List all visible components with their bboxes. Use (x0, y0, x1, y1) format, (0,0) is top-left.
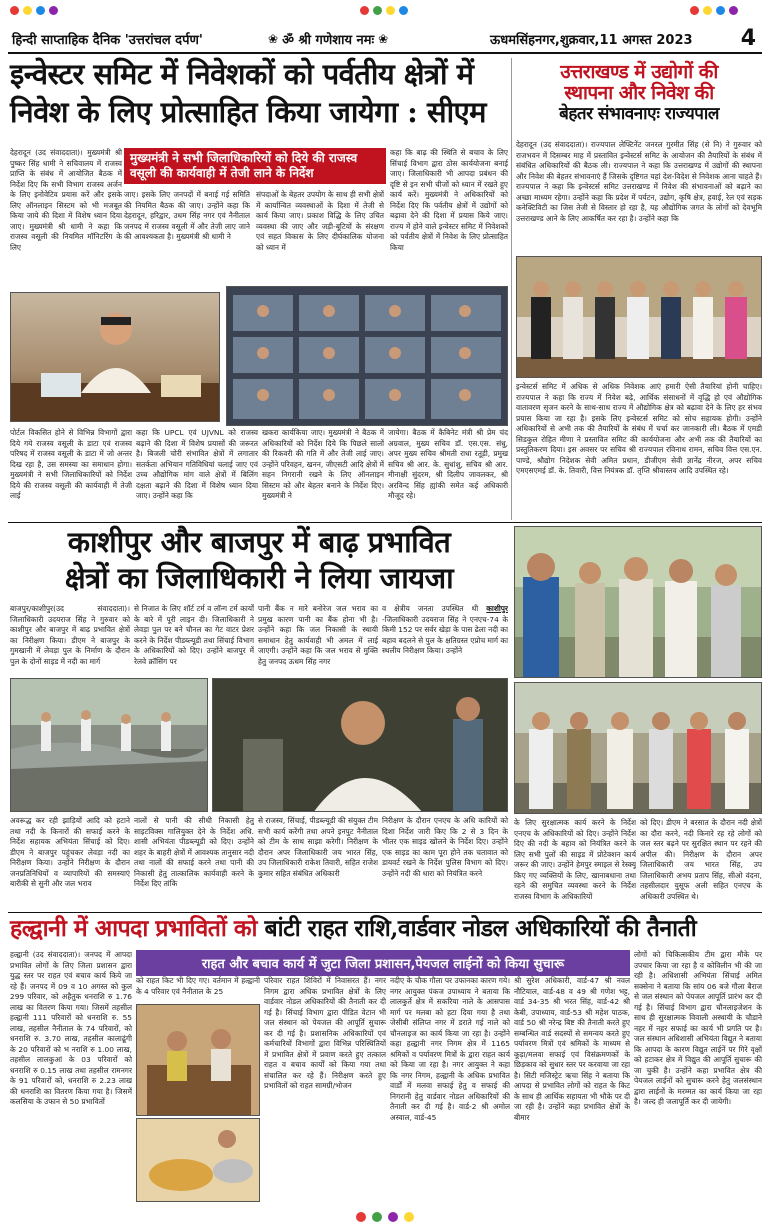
story3-right-col1: के लिए सुरक्षात्मक कार्य करने के निर्देश एनएच के अधिकारियों को दिए। उन्होंने निर्देश दिए की नदी के बहाव को नियंत्रित करने के लिए सभी पुलों की साइड में प्रोटेक्शन कार्य जरूर की जाए। उन्होंने हेमपुर स्माइल से रेस्क्यू किए गए व्यक्तियों के लिए, खानाबधाना तथा रहने की समुचित व्यवस्था करने के निर्देश राजस्व विभाग के अधिकारियों (514, 818, 636, 901)
date-place: ऊधमसिंहनगर,शुक्रवार,11 अगस्त 2023 (490, 33, 693, 48)
photo-relief-kits (136, 1004, 260, 1116)
red-dot (690, 6, 699, 15)
column-divider (511, 58, 512, 520)
story3-headline-line1: काशीपुर और बाजपुर में बाढ़ प्रभावित (67, 525, 451, 559)
story3-lower3: से राजस्व, सिंचाई, पीडब्ल्यूडी की संयुक्त टीम सभी कार्य करेंगी तथा अपने इनपुट नैनीताल को टीम के साथ साझा करेगी। निरीक्षण के दौरान अपर जिलाधिकारी जय भारत सिंह, उप जिलाधिकारी राकेश तिवारी, सहित राजेश कुमार सहित संबंधित अधिकारी (258, 816, 378, 878)
story4-subheadline: राहत और बचाव कार्य में जुटा जिला प्रशासन,पेयजल लाईनों को किया सुचारू (136, 950, 630, 976)
invocation-line (268, 30, 388, 48)
yellow-dot (703, 6, 712, 15)
story1-lower-col4: जायेगा। बैठक में कैबिनेट मंत्री श्री प्रेम चंद अग्रवाल, मुख्य सचिव डॉ. एस.एस. संधु, अपर मुख्य सचिव श्रीमती राधा रतूड़ी, प्रमुख सचिव श्री आर. के. सुधांशु, सचिव श्री आर. मीनाक्षी सुंदरम, श्री दिलीप जावलकर, श्री अरविन्द सिंह ह्यांकी समेत कई अधिकारी मौजूद रहे। (388, 428, 508, 501)
ganesha-icon: ❀ (268, 32, 279, 46)
story1-col3-text: संपदाओं के बेहतर उपयोग के साथ ही सभी क्षेत्रों में कार्यान्वित व्यवस्थाओं के दिशा में तेजी से कार्य किया जाए। प्रकाश विद्धि के लिए उचित व्यवस्था की जाए और जड़ी-बूटियों के संरक्षण एवं सहत विकास के लिए दीर्घकालिक योजना को ध्यान में (256, 190, 384, 252)
blue-dot (399, 6, 408, 15)
photo-chief-minister-at-desk (10, 292, 220, 422)
photo-video-conference (226, 286, 508, 426)
red-dot (10, 6, 19, 15)
officials-flood-site-icon (515, 527, 762, 678)
story4-col5: श्री सुरेश अधिकारी, वार्ड-47 श्री नवल नौटियाल, वार्ड-48 व 49 श्री गणेश भट्ट, वार्ड 34-35 श्री भरत सिंह, वार्ड-42 श्री केबी, उपाध्याय, वार्ड-53 श्री महेश पाठक, वार्ड 50 श्री नरेन्द्र बिष्ट की तैनाती करते हुए सम्बन्धित वार्ड सदस्यों से समन्वय करते हुए पर्यावरण मित्रों एवं श्रमिकों के माध्यम से कूड़ा/मलवा सफाई एवं विसंक्रमणकों के छिड़काव को सुधार स्तर पर करवाया जा रहा है। सिटी मजिस्ट्रेट ऋचा सिंह ने बताया कि आपदा से प्रभावित लोगों को राहत के किट के साथ ही आर्थिक सहायता भी भौके पर दी जा रही है। उन्होंने कहा प्रभावित क्षेत्रों के बीमार (514, 976, 630, 1122)
color-registration-dots-right (690, 6, 738, 15)
story4-col4: नदीए के चौक गौला पर उफानका कारण गये। नगर आयुक्त पंकज उपाध्याय ने बताया कि लालकुर्ते क्षेत्र में सकरिया नाले के आसपास मार्ग पर मलबा को हटा दिया गया है तथा जेसीबी संलिप्त नगर में डराते गई नाले को चौनलाइज का कार्य किया जा रहा है। उन्होंने कहा हल्द्वानी नगर निगम क्षेत्र में 1165 श्रमिकों व पर्यावरण मित्रों के द्वारा राहत कार्य को किया जा रहा है। नगर आयुक्त ने कहा कि नगर निगम, हल्द्वानी के अधिक प्रभावित वार्डों में मलवा सफाई हेतु व सफाई की निगरानी हेतु वार्डवार नोडल अधिकारियों की तैनाती कर दी गई है। वार्ड-2 श्री अमोल अस्वाल, वार्ड-45 (390, 976, 510, 1122)
section-rule (8, 522, 762, 523)
story4-headline (10, 916, 762, 942)
story4-col6: लोगों को चिकित्सकीय टीम द्वारा मौके पर उपचार किया जा रहा है व कोविलीन भी की जा रही है। अधिशासी अभियंता सिंचाई अमित सक्सेना ने बताया कि सांय 06 बजे गौला बैराज से जल संस्थान को पेयजल आपूर्ति प्रारंभ कर दी गई है। सिंचाई विभाग द्वारा चौनलाइजेशन के साथ ही सुरक्षात्मक विवाली अस्थायी के चौडाने नहर में नहर सफाई का कार्य भी प्रगति पर है। जल संस्थान अधिशासी अभियंता विद्युत ने बताया कि आपदा के कारण विद्युत लाईनें पर गिरे वृक्षों को हटाकर क्षेत्र में विद्युत की आपूर्ति सुचारू की जा चुकी है। उन्होंने कहा प्रभावित क्षेत्र की पेयजल लाईनों को सुचारू करने हेतु जलसंस्थान द्वारा लाईनों के मरम्मत का कार्य किया जा रहा है। जल्द ही जलापूर्ति कर दी जायेगी। (634, 950, 762, 1107)
story2-headline-line3: बेहतर संभावनाएः राज्यपाल (559, 103, 719, 124)
photo-officials-flood-site (514, 526, 762, 678)
blue-dot (36, 6, 45, 15)
story3-right-col2: को दिए। डीएम ने बरसात के दौरान नदी क्षेत्रों का दौरा करने, नदी किनारे रह रहे लोगों को जल स्तर बढ़ने पर सुरक्षित स्थान पर रहने की अपील की। निरीक्षण के दौरान अपर जिलाधिकारी जय भारत सिंह, उप जिलाधिकारी अभय प्रताप सिंह, सीओ वंदना, तहसीलदार युसूफ अली सहित एनएच के अधिकारी उपस्थित थे। (640, 818, 762, 901)
photo-flood-inspection-river (10, 678, 208, 812)
photo-dm-inspecting-night (212, 678, 508, 812)
red-dot (356, 1212, 366, 1222)
story1-col1-text: देहरादून (उद संवाददाता)। मुख्यमंत्री श्री पुष्कर सिंह धामी ने सचिवालय में राजस्व प्राप्ति के संबंध में आयोजित बैठक में निर्देश दिए कि सभी विभाग राजस्व अर्जन के लिए इनोवेटिव प्रयास करें और इसके लिए ऑनलाइन सिस्टम को भी मजबूत किया जाये की दिशा में विशेष ध्यान दिया जाए। मुख्यमंत्री श्री धामी ने कहा कि राजस्व वसूली की नियमित मॉनिटरिंग के लिए (10, 148, 122, 252)
footer-registration-marks (0, 1212, 770, 1222)
story3-col4-b: -जिलाधिकारी उदयराज सिंह ने एनएच-74 के किमी 152 पर सर्वर खेड़ा के पास ढेला नदी का बहाव बदलने से पुल के क्षतिग्रस्त एप्रोच मार्ग का स्थलीय निरीक्षण किया। उन्होंने (382, 614, 508, 656)
photo-food-serving (136, 1118, 260, 1202)
story3-col1: बाजपुर/काशीपुर(उद संवाददाता)। जिलाधिकारी उदयराज सिंह ने गुरुवार को काशीपुर और बाजपुर में बाढ़ प्रभावित क्षेत्रों का निरीक्षण किया। डीएम ने बाजपुर के गुमखानी में लेवड़ा पुल के निर्माण के दौरान पुल के दोनों साइड में नदी का मार्ग (10, 604, 130, 666)
story1-headline-line2: निवेश के लिए प्रोत्साहित किया जायेगा : सीएम (10, 95, 486, 130)
story1-headline-line1: इन्वेस्टर समिट में निवेशकों को पर्वतीय क्षेत्रों में (10, 57, 474, 91)
story2-text-top: देहरादून (उद संवाददाता)। राज्यपाल लेफ्टिनेंट जनरल गुरमीत सिंह (से नि) ने गुरुवार को राजभवन में दिसम्बर माह में प्रस्तावित इन्वेस्टर्स समिट के आयोजन की तैयारियों के संबंध में संबंधित अधिकारियों की बैठक ली। राज्यपाल ने कहा कि उत्तराखण्ड में उद्योगों की स्थापना और निवेश की बेहतर संभावनाएं हैं जिसके दृष्टिगत यहां देश-विदेश से निवेशक आना चाहते हैं। राज्यपाल ने कहा कि इन्वेस्टर्स समिट उत्तराखण्ड में निवेश की संभावनाओं को बढ़ाने का अच्छा माध्यम रहेगा। उन्होंने कहा कि प्रदेश में पर्यटन, उद्योग, कृषि क्षेत्र, हवाई, रेल एवं सड़क कनेक्टिविटी का जिस तेजी से विस्तार हो रहा है, यह औद्योगिक जगत के लोगों को देवभूमि उत्तराखण्ड आने के लिए आकर्षित कर रहा है। उन्होंने कहा कि (516, 140, 762, 223)
story1-col1-lower: पोर्टल विकसित होने से विभिन्न विभागों द्वारा दिये गये राजस्व वसूली के डाटा एवं राजस्व परिषद में राजस्व वसूली के डाटा में जो अन्तर दिख रहा है, उस समस्या का समाधान होगा। मुख्यमंत्री ने सभी जिलाधिकारियों को निर्देश दिये की राजस्व वसूली की कार्यवाही में तेजी लाई (10, 428, 132, 501)
story1-subheadline: मुख्यमंत्री ने सभी जिलाधिकारियों को दिये की राजस्व वसूली की कार्यवाही में तेजी लाने के निर्देश (124, 148, 386, 184)
invocation-text: ॐ श्री गणेशाय नमः (282, 33, 375, 48)
photo-governor-meeting (516, 256, 762, 378)
purple-dot (388, 1212, 398, 1222)
food-serving-icon (137, 1119, 260, 1202)
photo-officials-roadside (514, 682, 762, 814)
story1-col2-text: जाए। इसके लिए जनपदों में बनाई गई समिति की नियमित बैठक की जाए। उन्होंने कहा कि देहरादून, हरिद्वार, उधम सिंह नगर एवं नैनीताल जनपद में राजस्व वसूली में और तेजी लाए जाने की आवश्यकता है। मुख्यमंत्री श्री धामी ने (124, 190, 250, 242)
video-conference-grid-icon (227, 287, 508, 426)
story4-headline-part2: बांटी राहत राशि,वार्डवार नोडल अधिकारियों की तैनाती (264, 915, 697, 942)
green-dot (373, 6, 382, 15)
purple-dot (729, 6, 738, 15)
dm-inspection-icon (213, 679, 508, 812)
section-rule (8, 912, 762, 913)
story4-col1: हल्द्वानी (उद संवाददाता)। जनपद में आपदा प्रभावित लोगों के लिए जिला प्रशासन द्वारा युद्ध स्तर पर राहत एवं बचाव कार्य किये जा रहे हैं। जनपद में 09 व 10 अगस्त को कुल 299 परिवार, को अहैतुक धनराशि रु 1.76 लाख का वितरण किया गया। जिसमें तहसील हल्द्वानी 111 परिवारों को धनराशि रु. 55 लाख, तहसील नैनीताल के 74 परिवारों, को धनराशि रु. 3.70 लाख, तहसील कालाढूंगी के 20 परिवारों को भ नराशि रु 1.00 लाख, तहसील लालकुआं के 03 परिवारों को धनराशि रु 0.15 लाख तथा तहसील रामनगर के 91 परिवारों को, धनराशि रु 2.23 लाख की धनराशि का वितरण किया गया है। जिसमें कलसिया के उफान से 50 प्रभावितों (10, 950, 132, 1107)
story1-col4-text: कहा कि बाढ़ की स्थिति से बचाव के लिए सिंचाई विभाग द्वारा ठोस कार्ययोजना बनाई जाए। जिलाधिकारी भी आपदा प्रबंधन की दृष्टि से इन सभी चीजों को ध्यान में रखते हुए कार्य करें। मुख्यमंत्री ने अधिकारियों को निर्देश दिए कि पर्वतीय क्षेत्रों में उद्योगों को बढ़ावा देने की दिशा में प्रयास किये जाए। राज्य में होने वाले इन्वेस्टर समिट में निवेशकों को पर्वतीय क्षेत्रों में निवेश के लिए प्रोत्साहित किया (390, 148, 508, 252)
governor-meeting-group-icon (517, 257, 762, 378)
story1-lower-col2: कहा कि UPCL एवं UJVNL को राजस्व बढ़ाने की दिशा में विशेष प्रयासों की जरूरत है। बिजली चोरी संभावित क्षेत्रों में लगातार सतर्कता अभियान गतिविधियां चलाई जाए एवं उच्च औद्योगिक मांग वाले क्षेत्रों में बिलिंग दक्षता बढ़ाने की दिशा में विशेष ध्यान दिया जाए। उन्होंने कहा कि (136, 428, 258, 501)
story3-col3: पानी बैंक न मारे बनोरेज जल भराव का प्रमुख कारण पानी का बैंक होना भी है। उन्होंने कहा कि जल निकासी के स्थायी समाधान हेतु कार्यवाही भी अमल में लाई जाएगी। उन्होंने कहा कि जल भराव से मुक्ति हेतु जनपद ऊधम सिंह नगर (258, 604, 378, 666)
story1-headline (10, 58, 508, 129)
red-dot (360, 6, 369, 15)
story3-headline (10, 526, 508, 595)
yellow-dot (386, 6, 395, 15)
story3-lower1: अवरूद्ध कर रही झाड़ियों आदि को हटाने तथा नदी के किनारों की सफाई करने के निर्देश सहायक अभियंता सिंचाई को दिए। डीएम ने बाजपुर पहुंचकर लेवड़ा नदी का निरीक्षण किया। उन्होंने निरीक्षण के दौरान जनप्रतिनिधियों व व्यापारियों की समस्याएं बारीकी से सुनी और जल भराव (10, 816, 130, 889)
story3-headline-line2: क्षेत्रों का जिलाधिकारी ने लिया जायजा (64, 561, 454, 596)
story2-headline-line1: उत्तराखण्ड में उद्योगों की (560, 61, 718, 83)
story2-headline (516, 62, 762, 124)
story4-col3: परिवार राहत शिविरों में निवासरत हैं। नगर निगम द्वारा अधिक प्रभावित क्षेत्रों के लिए वार्डवार नोडल अधिकारियों की तैनाती कर दी गई है। सिंचाई विभाग द्वारा पीडित वेटान भी जल संस्थान को पेयजल की आपूर्ति सुचारू कर दी गई है। प्रशासनिक अधिकारियों एवं कर्मचारियों विभागों द्वारा विभिन्न परिस्थितियों में प्रभावित क्षेत्रों में प्रवाण करते हुए तत्काल राहत व बचाव कार्यों को किया गया तथा संचालित कर रहे हैं। निरीक्षण करते हुए प्रभावितों को राहत सामग्री/भोजन (264, 976, 386, 1091)
flood-inspection-icon (11, 679, 208, 812)
story3-lower4: निरीक्षण के दौरान एनएच के अधि कारियों को दिशा निर्देश जारी किए कि 2 से 3 दिन के भीतर एक साइड खोलने के निर्देश दिए। उन्होंने एक साइड का काम पूरा होने तक चतावात को डायवर्ट रखने के निर्देश पुलिस विभाग को दिए। उन्होंने नदी की धारा को नियंत्रित करने (382, 816, 508, 878)
page-number: 4 (740, 26, 756, 51)
purple-dot (49, 6, 58, 15)
story3-col2: से निजात के लिए शॉर्ट टर्म व लॉन्ग टर्म कार्यों के बारे में पूरी लाइन दी। जिलाधिकारी ने लेवड़ा पुल पर बने चौनल का गेट वाटर प्रेशर करने के निर्देश पीडब्ल्यूडी तथा सिंचाई विभाग के अधिकारियों को दिए। उन्होंने बाजपुर में रेलवे क्रॉसिंग पर (134, 604, 254, 666)
green-dot (372, 1212, 382, 1222)
blue-dot (716, 6, 725, 15)
story1-lower-col3: खकरा कार्यकिया जाए। मुख्यमंत्री ने बैठक में अधिकारियों को निर्देश दिये कि पिछले सालों की रिकवरी की गति में और तेजी लाई जाए। उन्होंने परिवहन, खनन, जीएसटी आदि क्षेत्रों में सहन निगरानी रखने के लिए ऑनलाइन सिस्टम को और बेहतर बनाने के निर्देश दिए। मुख्यमंत्री ने (262, 428, 384, 501)
relief-distribution-icon (137, 1005, 260, 1116)
yellow-dot (404, 1212, 414, 1222)
color-registration-dots-left (10, 6, 58, 15)
ganesha-icon: ❀ (378, 32, 389, 46)
chief-minister-photo-icon (11, 293, 220, 422)
yellow-dot (23, 6, 32, 15)
story2-headline-line2: स्थापना और निवेश की (564, 82, 714, 105)
story4-col2: को राहत किट भी दिए गए। वर्तमान में हल्द्वानी के 4 परिवार एवं नैनीताल के 25 (136, 976, 260, 996)
officials-roadside-icon (515, 683, 762, 814)
story4-headline-part1: हल्द्वानी में आपदा प्रभावितों को (10, 915, 257, 942)
masthead-rule (8, 52, 762, 54)
color-registration-dots-mid (360, 6, 408, 15)
story3-col4-a: व क्षेत्रीय जनता उपस्थित थी (382, 604, 479, 613)
story2-text-bottom: इन्वेस्टर्स समिट में अधिक से अधिक निवेशक आएं हमारी ऐसी तैयारियां होनी चाहिए। राज्यपाल ने कहा कि राज्य में निवेश बढ़े, आर्थिक संसाधनों में वृद्धि हो एवं औद्योगिक वातावरण सृजन करने के साथ-साथ राज्य में औद्योगिक क्षेत्र को बढ़ावा देने के लिए हर संभव प्रयास किया जा रहा है। इसके लिए इन्वेस्टर्स समिट को सोच सहायक होगी। उन्होंने अधिकारियों से अभी तक की तैयारियों के संबंध में चर्चा कर जानकारी ली। बैठक में एमडी सिडकुल रोहित मीणा ने प्रस्तावित समिट की कार्ययोजना और अभी तक की तैयारियों का प्रस्तुतिकरण दिया। इस अवसर पर सचिव श्री राज्यपाल रविनाथ रामन, सचिव वित्त एस.एन. पाण्डे, श्रौद्योग निदेशक सेवी अमित प्रधान, डीजीएम सेवी ज्ञानेंद्र नीरज, अपर सचिव एमएसएमई डॉ. के. तिवारी, वित्त नियंत्रक डॉ. तृप्ति श्रीवास्तव आदि उपस्थित रहे। (516, 382, 762, 476)
paper-name: हिन्दी साप्ताहिक दैनिक 'उत्तरांचल दर्पण' (12, 33, 203, 48)
story3-col4 (382, 604, 508, 674)
story3-lower2: नालों से पानी की सीधी निकासी हेतु साइटविक्स गालियुक्त देने के निर्देश अधि. शासी अभियंता पीडब्ल्यूडी को दिए। उन्होंने शहर के बाहरी क्षेत्रों में आवश्यक तानुसार नदी तथा नालों की सफाई करने तथा पानी की निकासी हेतु तात्कालिक कार्यवाही करने के निर्देश दिए तांकि (134, 816, 254, 889)
story3-col4-kashipur: काशीपुर (486, 604, 508, 613)
